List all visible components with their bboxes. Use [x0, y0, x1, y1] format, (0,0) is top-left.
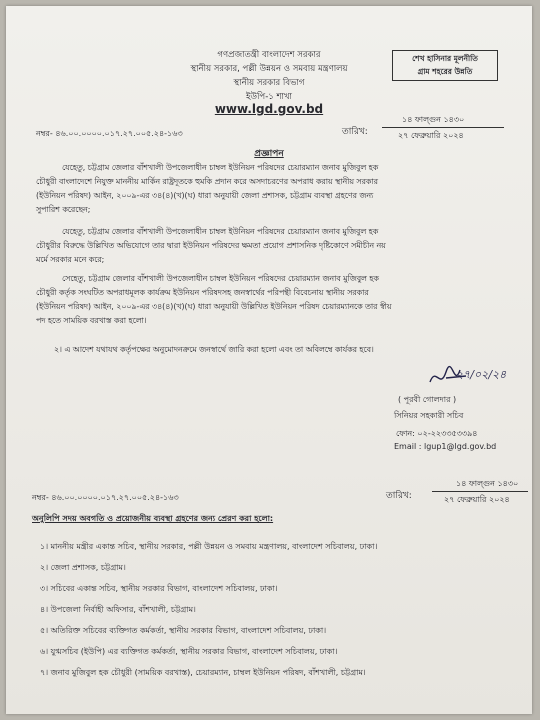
copy-recipient-list: [40, 536, 520, 683]
notification-title: প্রজ্ঞাপন: [254, 149, 284, 159]
signatory-email[interactable]: Email : lgup1@lgd.gov.bd: [394, 442, 497, 451]
copy-memo-number: নম্বর- ৪৬.০০.০০০০.০১৭.২৭.০০৫.২৪-১৬৩: [32, 493, 179, 502]
paragraph-3-line: সেহেতু, চট্টগ্রাম জেলার বাঁশখালী উপজেলাধীন চাম্বল ইউনিয়ন পরিষদের চেয়ারম্যান জনাব মুজিবুল হক: [62, 274, 379, 283]
paragraph-2-line: মর্মে সরকার মনে করে;: [36, 255, 105, 264]
list-item: ৪। উপজেলা নির্বাহী অফিসার, বাঁশখালী, চট্টগ্রাম।: [40, 605, 196, 614]
paragraph-3: [36, 272, 506, 328]
paragraph-2-line: চৌধুরীর বিরুদ্ধে উল্লিখিত অভিযোগে তার দ্বারা ইউনিয়ন পরিষদের ক্ষমতা প্রয়োগ প্রশাসনিক দৃষ্টিকোণে সমীচীন নয়: [36, 241, 386, 250]
list-item: ৫। অতিরিক্ত সচিবের ব্যক্তিগত কর্মকর্তা, স্থানীয় সরকার বিভাগ, বাংলাদেশ সচিবালয়, ঢাকা।: [40, 626, 327, 635]
paragraph-4: [54, 343, 506, 357]
header-government: গণপ্রজাতন্ত্রী বাংলাদেশ সরকার: [217, 50, 321, 60]
list-item: ৭। জনাব মুজিবুল হক চৌধুরী (সাময়িক বরখাস্ত), চেয়ারম্যান, চাম্বল ইউনিয়ন পরিষদ, বাঁশখালী, চট্টগ্রাম।: [40, 668, 366, 677]
paragraph-1-line: (ইউনিয়ন পরিষদ) আইন, ২০০৯-এর ৩৪(৪)(খ)(ঘ) ধারা অনুযায়ী জেলা প্রশাসক, চট্টগ্রাম ব্যবস্থা গ্রহণের জন্য: [36, 191, 374, 200]
slogan-line-1: শেখ হাসিনার মূলনীতি: [412, 54, 478, 63]
copy-date-english: ২৭ ফেব্রুয়ারি ২০২৪: [444, 495, 510, 504]
slogan-line-2: গ্রাম শহরের উন্নতি: [417, 67, 473, 76]
memo-date-bangla: ১৪ ফাল্গুন ১৪৩০: [402, 115, 465, 124]
signature-date: ২৭/০২/২৪: [456, 368, 507, 381]
list-item: ৬। যুগ্মসচিব (ইউপি) এর ব্যক্তিগত কর্মকর্তা, স্থানীয় সরকার বিভাগ, বাংলাদেশ সচিবালয়, ঢাকা।: [40, 647, 338, 656]
memo-date-label: তারিখ:: [342, 127, 368, 137]
header-website-link[interactable]: www.lgd.gov.bd: [214, 102, 324, 116]
memo-date-divider: [382, 127, 504, 128]
list-item: ১। মাননীয় মন্ত্রীর একান্ত সচিব, স্থানীয় সরকার, পল্লী উন্নয়ন ও সমবায় মন্ত্রণালয়, বাংলাদেশ সচিবালয়, ঢাকা।: [40, 542, 378, 551]
paragraph-2-line: যেহেতু, চট্টগ্রাম জেলার বাঁশখালী উপজেলাধীন চাম্বল ইউনিয়ন পরিষদের চেয়ারম্যান জনাব মুজিবুল হক: [62, 227, 379, 236]
header-division: স্থানীয় সরকার বিভাগ: [233, 78, 305, 88]
document-page: [6, 6, 532, 714]
paragraph-2: [36, 225, 506, 267]
handwritten-signature: [426, 360, 506, 394]
signatory-name: ( পূরবী গোলদার ): [398, 395, 457, 404]
header-ministry: স্থানীয় সরকার, পল্লী উন্নয়ন ও সমবায় মন্ত্রণালয়: [190, 64, 348, 74]
paragraph-3-line: (ইউনিয়ন পরিষদ) আইন, ২০০৯-এর ৩৪(৪)(খ)(ঘ) ধারা অনুযায়ী উল্লিখিত ইউনিয়ন পরিষদ চেয়ারম্যানকে তার স্বীয়: [36, 302, 392, 311]
memo-number: নম্বর- ৪৬.০০.০০০০.০১৭.২৭.০০৫.২৪-১৬৩: [36, 129, 183, 138]
paragraph-1-line: চৌধুরী বাংলাদেশে নিযুক্ত মাননীয় মার্কিন রাষ্ট্রদূতকে হুমকি প্রদান করে অসদাচরণের অপরাধ করায় স্থানীয় সরকার: [36, 177, 378, 186]
list-item: ২। জেলা প্রশাসক, চট্টগ্রাম।: [40, 563, 126, 572]
paragraph-4-line: ২। এ আদেশ যথাযথ কর্তৃপক্ষের অনুমোদনক্রমে জনস্বার্থে জারি করা হলো এবং তা অবিলম্বে কার্যকর হবে।: [54, 345, 374, 354]
paragraph-1-line: যেহেতু, চট্টগ্রাম জেলার বাঁশখালী উপজেলাধীন চাম্বল ইউনিয়ন পরিষদের চেয়ারম্যান জনাব মুজিবুল হক: [62, 163, 379, 172]
list-item: ৩। সচিবের একান্ত সচিব, স্থানীয় সরকার বিভাগ, বাংলাদেশ সচিবালয়, ঢাকা।: [40, 584, 278, 593]
paragraph-1-line: সুপারিশ করেছেন;: [36, 205, 91, 214]
copy-date-label: তারিখ:: [386, 491, 412, 501]
memo-date-english: ২৭ ফেব্রুয়ারি ২০২৪: [398, 131, 464, 140]
copy-heading: অনুলিপি সদয় অবগতি ও প্রয়োজনীয় ব্যবস্থা গ্রহণের জন্য প্রেরণ করা হলো:: [32, 514, 274, 523]
paragraph-3-line: পদ হতে সাময়িক বরখাস্ত করা হলো।: [36, 316, 147, 325]
signatory-phone: ফোন: ০২-২২৩৩৫৩৩৯৪: [396, 429, 478, 438]
header-branch: ইউপি-১ শাখা: [245, 92, 293, 102]
paragraph-3-line: চৌধুরী কর্তৃক সংঘটিত অপরাধমূলক কার্যক্রম ইউনিয়ন পরিষদসহ জনস্বার্থের পরিপন্থী বিবেচনায় স্থানীয় সরকার: [36, 288, 369, 297]
signatory-designation: সিনিয়র সহকারী সচিব: [394, 411, 464, 420]
copy-date-divider: [432, 491, 528, 492]
paragraph-1: [36, 161, 506, 217]
slogan-box: [392, 50, 498, 81]
copy-date-bangla: ১৪ ফাল্গুন ১৪৩০: [456, 479, 519, 488]
